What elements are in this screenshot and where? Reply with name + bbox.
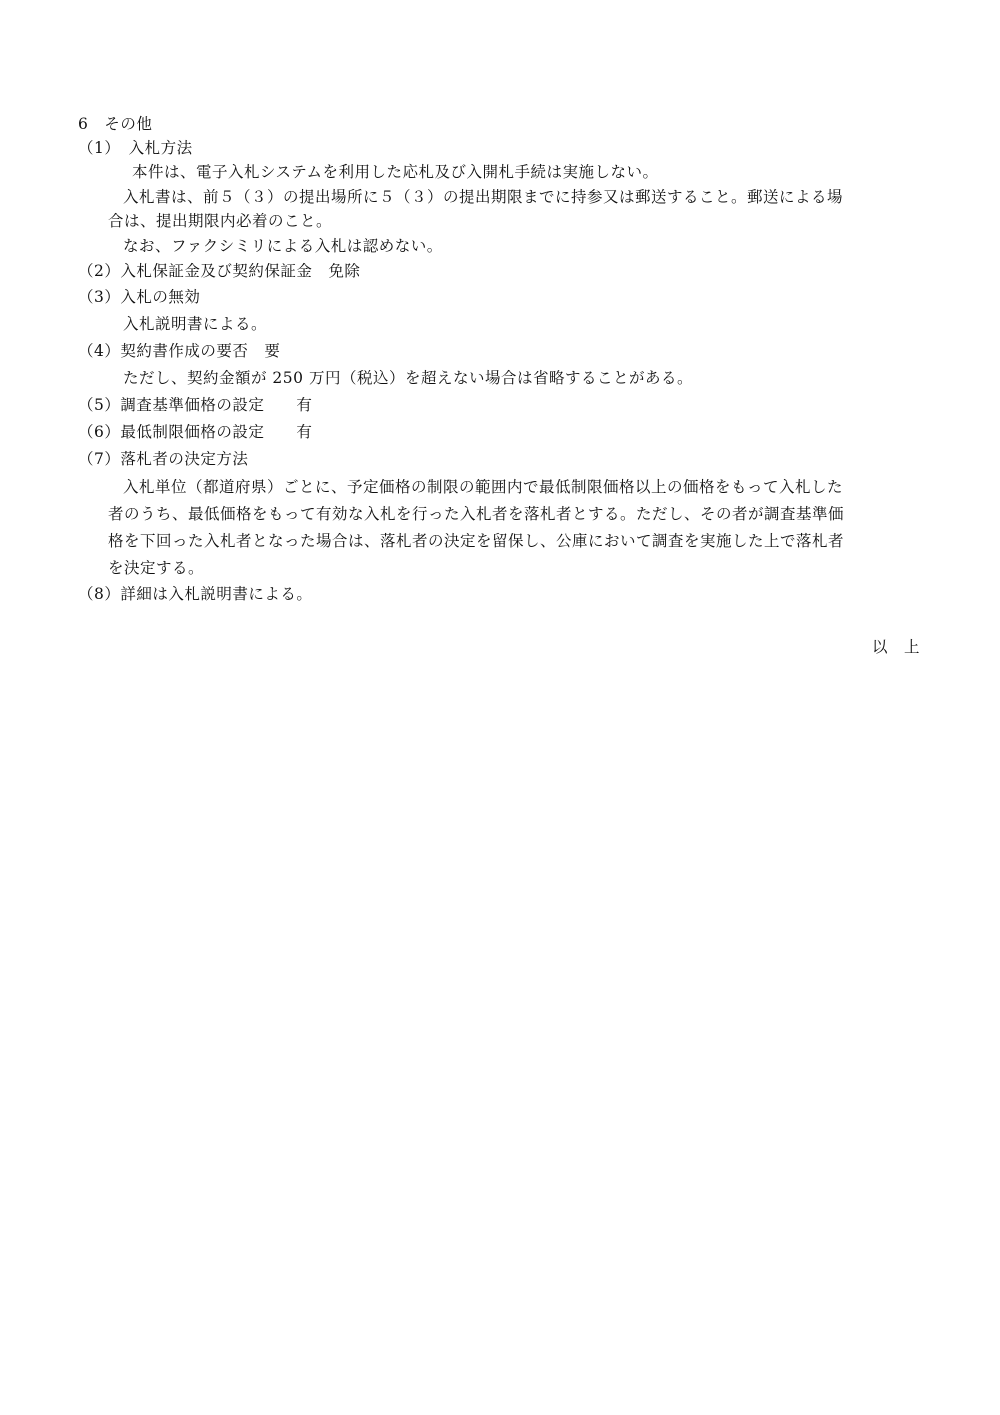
section-heading: 6 その他: [78, 115, 153, 133]
item6-title: （6）最低制限価格の設定 有: [78, 423, 313, 441]
item1-paragraph: 本件は、電子入札システムを利用した応札及び入開札手続は実施しない。: [132, 163, 659, 181]
item7-title: （7）落札者の決定方法: [78, 450, 249, 468]
item1-title: （1） 入札方法: [78, 139, 193, 157]
item1-paragraph: 合は、提出期限内必着のこと。: [108, 212, 333, 230]
closing-mark: 以 上: [871, 638, 920, 656]
item1-paragraph: なお、ファクシミリによる入札は認めない。: [123, 237, 443, 255]
item3-body: 入札説明書による。: [123, 315, 268, 333]
item7-paragraph: を決定する。: [108, 559, 205, 577]
item7-paragraph: 者のうち、最低価格をもって有効な入札を行った入札者を落札者とする。ただし、その者が調査基準価: [108, 505, 845, 523]
item3-title: （3）入札の無効: [78, 288, 201, 306]
item7-paragraph: 格を下回った入札者となった場合は、落札者の決定を留保し、公庫において調査を実施した上で落札者: [108, 532, 845, 550]
item5-title: （5）調査基準価格の設定 有: [78, 396, 313, 414]
item7-paragraph: 入札単位（都道府県）ごとに、予定価格の制限の範囲内で最低制限価格以上の価格をもって入札した: [123, 478, 844, 496]
item4-title: （4）契約書作成の要否 要: [78, 342, 281, 360]
item8-title: （8）詳細は入札説明書による。: [78, 585, 313, 603]
item1-paragraph: 入札書は、前５（３）の提出場所に５（３）の提出期限までに持参又は郵送すること。郵送による場: [123, 188, 844, 206]
item2-title: （2）入札保証金及び契約保証金 免除: [78, 262, 361, 280]
item4-body: ただし、契約金額が 250 万円（税込）を超えない場合は省略することがある。: [123, 369, 693, 387]
